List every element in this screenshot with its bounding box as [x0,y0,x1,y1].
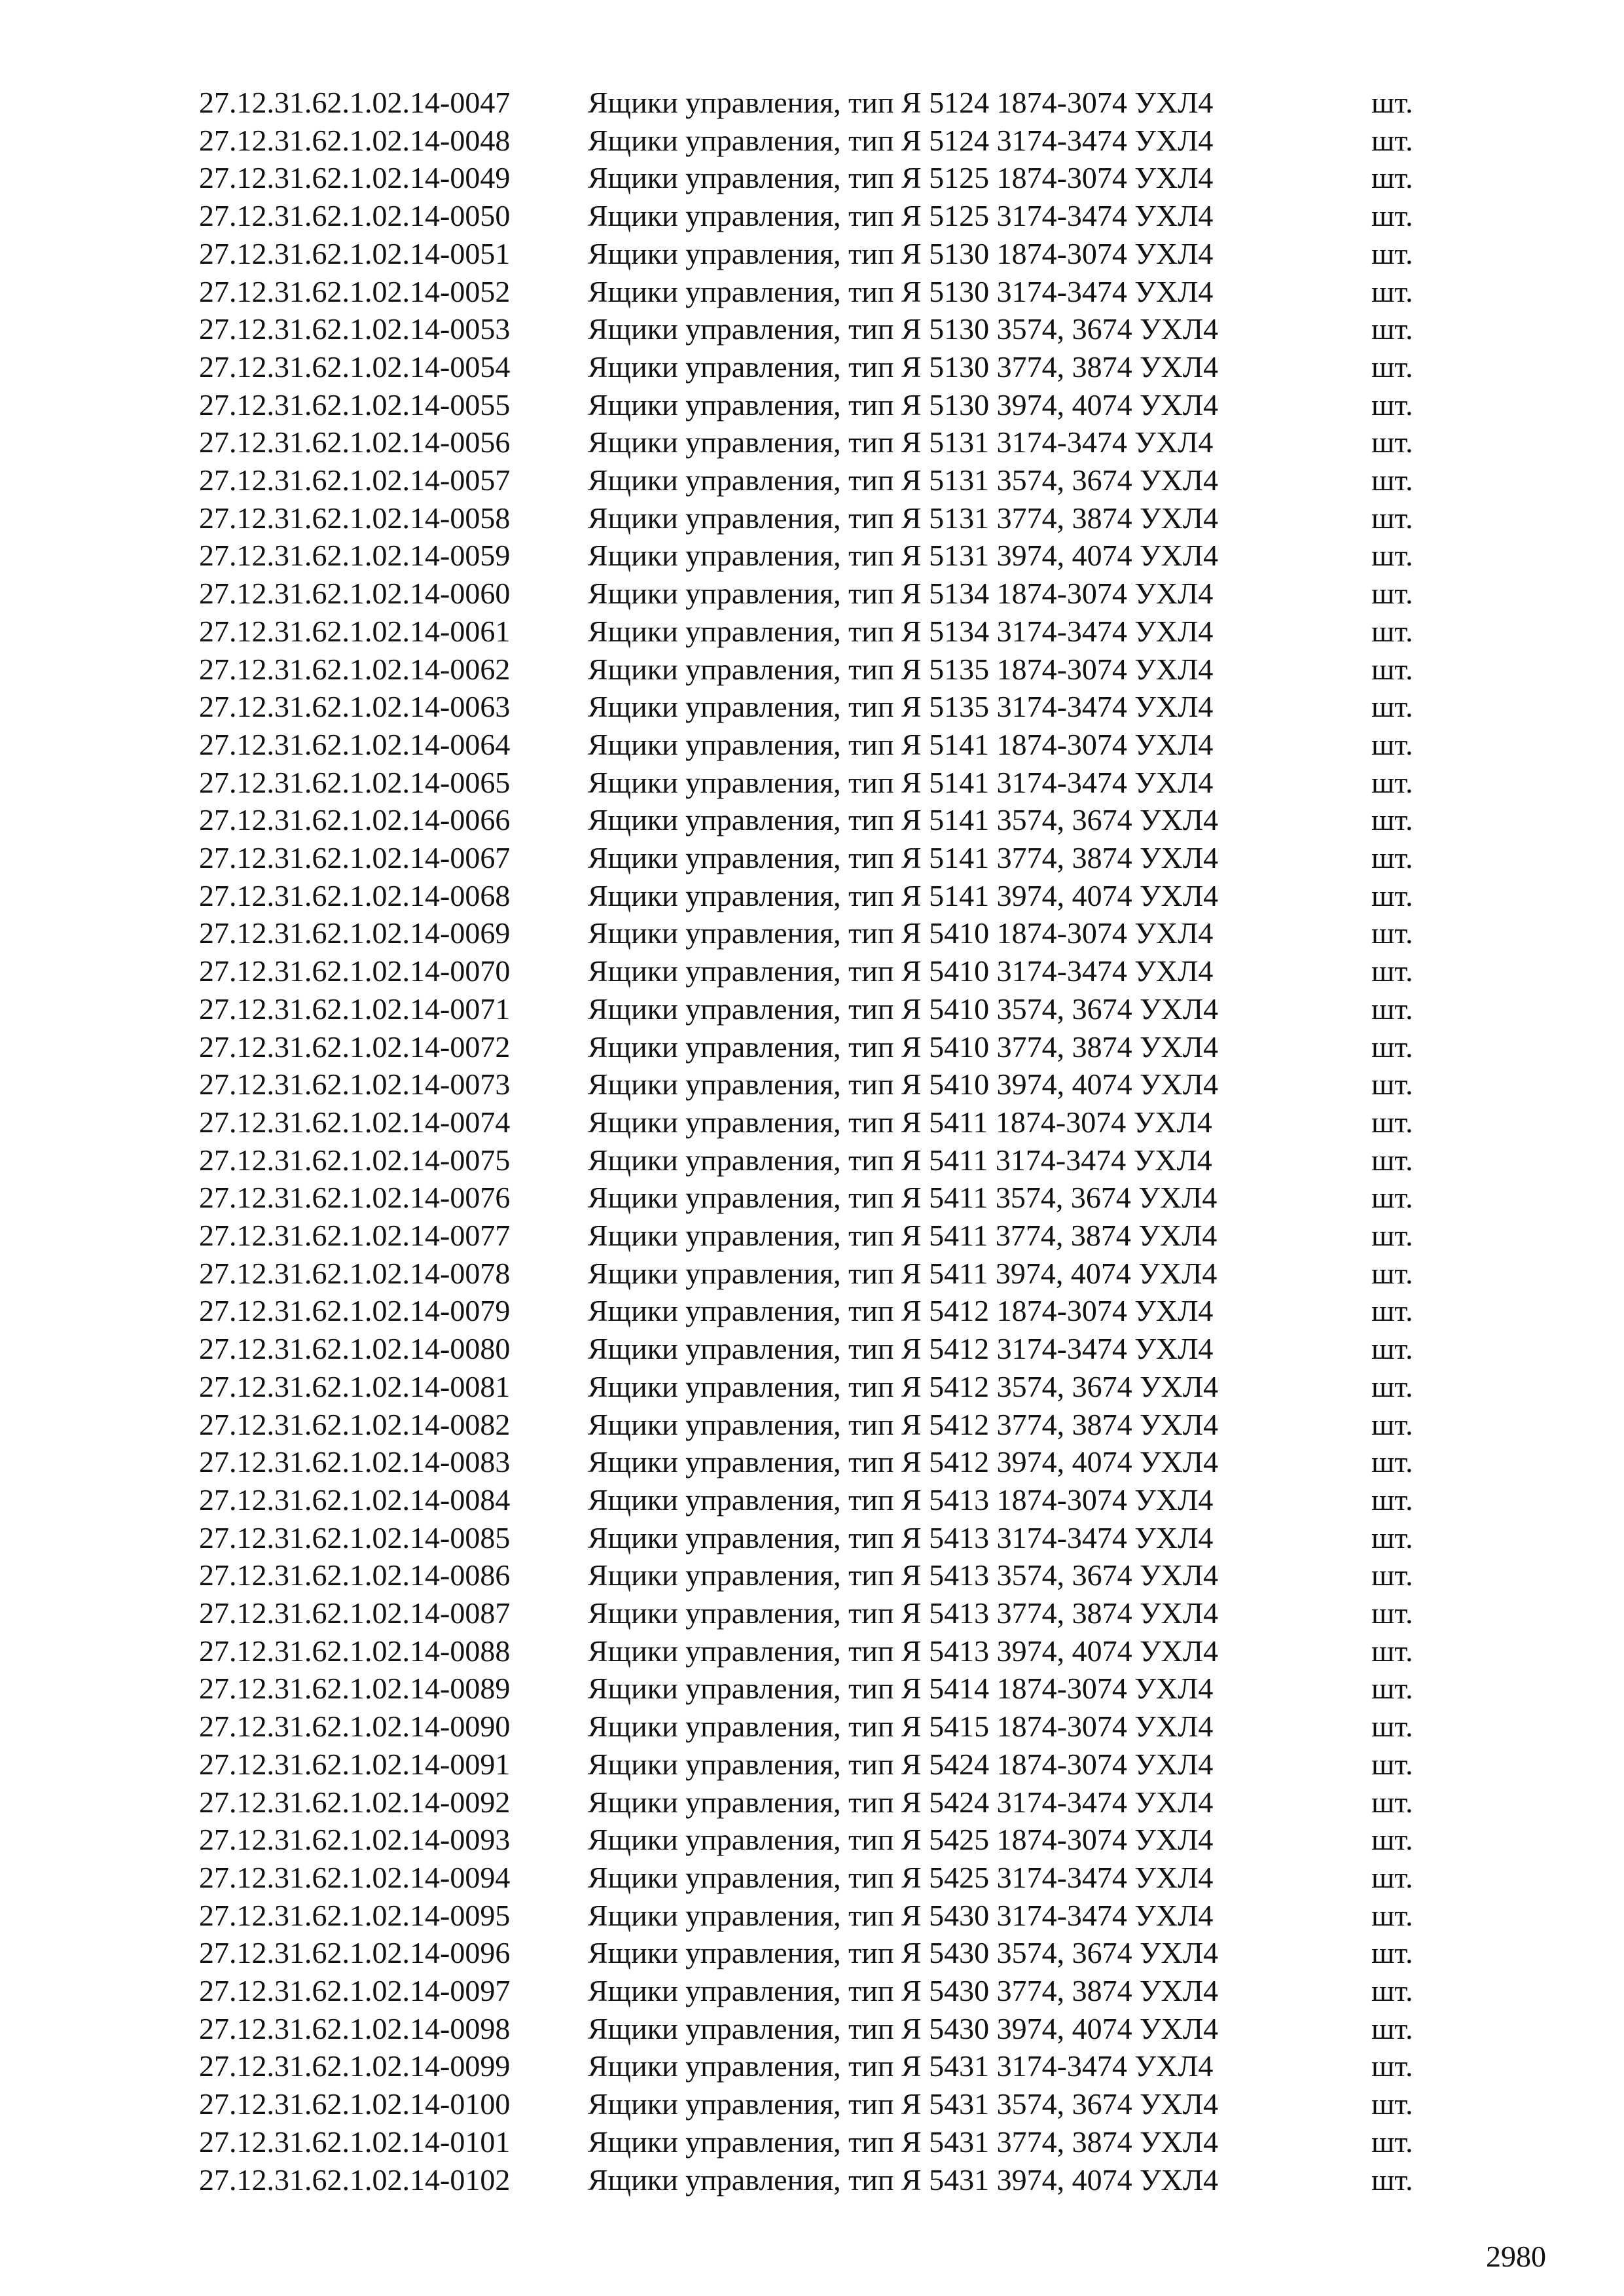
table-row [0,2085,1624,2123]
item-unit: шт. [1371,539,1413,573]
item-unit: шт. [1371,1898,1413,1932]
item-unit: шт. [1371,2011,1413,2045]
item-code: 27.12.31.62.1.02.14-0048 [199,123,511,157]
item-unit: шт. [1371,1634,1413,1668]
item-unit: шт. [1371,765,1413,799]
item-code: 27.12.31.62.1.02.14-0065 [199,765,511,799]
item-name: Ящики управления, тип Я 5412 3974, 4074 УХЛ4 [588,1445,1219,1479]
item-name: Ящики управления, тип Я 5410 3974, 4074 УХЛ4 [588,1067,1219,1102]
table-row [0,310,1624,348]
item-code: 27.12.31.62.1.02.14-0066 [199,803,511,837]
item-unit: шт. [1371,1294,1413,1328]
item-code: 27.12.31.62.1.02.14-0085 [199,1520,511,1554]
item-name: Ящики управления, тип Я 5415 1874-3074 УХЛ4 [588,1710,1214,1744]
table-row [0,801,1624,839]
item-code: 27.12.31.62.1.02.14-0069 [199,916,511,950]
item-unit: шт. [1371,1445,1413,1479]
item-code: 27.12.31.62.1.02.14-0055 [199,387,511,422]
item-name: Ящики управления, тип Я 5134 3174-3474 УХЛ4 [588,614,1214,648]
item-name: Ящики управления, тип Я 5125 3174-3474 УХЛ4 [588,199,1214,233]
item-name: Ящики управления, тип Я 5131 3974, 4074 УХЛ4 [588,539,1219,573]
item-code: 27.12.31.62.1.02.14-0063 [199,690,511,724]
item-code: 27.12.31.62.1.02.14-0083 [199,1445,511,1479]
item-unit: шт. [1371,1596,1413,1630]
item-unit: шт. [1371,803,1413,837]
table-row [0,1821,1624,1859]
item-code: 27.12.31.62.1.02.14-0092 [199,1785,511,1819]
item-code: 27.12.31.62.1.02.14-0088 [199,1634,511,1668]
item-name: Ящики управления, тип Я 5410 3774, 3874 УХЛ4 [588,1030,1219,1064]
item-code: 27.12.31.62.1.02.14-0095 [199,1898,511,1932]
table-row [0,877,1624,915]
item-code: 27.12.31.62.1.02.14-0062 [199,652,511,686]
item-code: 27.12.31.62.1.02.14-0071 [199,992,511,1026]
table-row [0,1141,1624,1179]
item-unit: шт. [1371,2125,1413,2159]
table-row [0,952,1624,990]
table-row [0,1594,1624,1632]
item-code: 27.12.31.62.1.02.14-0077 [199,1219,511,1252]
item-name: Ящики управления, тип Я 5410 3174-3474 УХЛ4 [588,954,1214,988]
item-code: 27.12.31.62.1.02.14-0070 [199,954,511,988]
item-code: 27.12.31.62.1.02.14-0073 [199,1067,511,1102]
item-unit: шт. [1371,1105,1413,1139]
item-code: 27.12.31.62.1.02.14-0074 [199,1105,511,1139]
item-name: Ящики управления, тип Я 5135 3174-3474 УХЛ4 [588,690,1214,724]
table-row [0,1292,1624,1330]
item-name: Ящики управления, тип Я 5130 3174-3474 УХЛ4 [588,274,1214,308]
table-row [0,1519,1624,1557]
item-name: Ящики управления, тип Я 5430 3574, 3674 УХЛ4 [588,1936,1219,1970]
item-name: Ящики управления, тип Я 5410 1874-3074 УХЛ4 [588,916,1214,950]
item-unit: шт. [1371,2087,1413,2121]
item-name: Ящики управления, тип Я 5412 1874-3074 УХЛ4 [588,1294,1214,1328]
item-name: Ящики управления, тип Я 5141 1874-3074 УХЛ4 [588,727,1214,761]
item-name: Ящики управления, тип Я 5141 3774, 3874 УХЛ4 [588,841,1219,874]
table-row [0,990,1624,1028]
item-name: Ящики управления, тип Я 5430 3774, 3874 УХЛ4 [588,1974,1219,2007]
item-unit: шт. [1371,425,1413,459]
table-row [0,613,1624,651]
table-row [0,839,1624,877]
table-row [0,1179,1624,1217]
item-unit: шт. [1371,161,1413,195]
table-row [0,764,1624,802]
item-name: Ящики управления, тип Я 5412 3174-3474 УХЛ4 [588,1332,1214,1366]
table-row [0,1066,1624,1103]
item-code: 27.12.31.62.1.02.14-0090 [199,1710,511,1744]
item-code: 27.12.31.62.1.02.14-0072 [199,1030,511,1064]
table-row [0,423,1624,461]
item-unit: шт. [1371,841,1413,874]
table-row [0,1443,1624,1481]
item-name: Ящики управления, тип Я 5411 3574, 3674 УХЛ4 [588,1181,1218,1215]
table-row [0,1972,1624,2010]
item-name: Ящики управления, тип Я 5431 3974, 4074 УХЛ4 [588,2162,1219,2197]
item-name: Ящики управления, тип Я 5413 3174-3474 УХЛ4 [588,1520,1214,1554]
item-name: Ящики управления, тип Я 5125 1874-3074 УХЛ4 [588,161,1214,195]
item-code: 27.12.31.62.1.02.14-0056 [199,425,511,459]
item-code: 27.12.31.62.1.02.14-0099 [199,2049,511,2083]
item-unit: шт. [1371,1747,1413,1781]
item-unit: шт. [1371,1823,1413,1857]
item-code: 27.12.31.62.1.02.14-0053 [199,312,511,346]
item-unit: шт. [1371,1256,1413,1290]
item-code: 27.12.31.62.1.02.14-0093 [199,1823,511,1857]
item-unit: шт. [1371,1520,1413,1554]
item-name: Ящики управления, тип Я 5141 3174-3474 УХЛ4 [588,765,1214,799]
item-unit: шт. [1371,954,1413,988]
table-row [0,461,1624,499]
item-unit: шт. [1371,878,1413,912]
item-code: 27.12.31.62.1.02.14-0075 [199,1143,511,1177]
table-row [0,2123,1624,2161]
item-unit: шт. [1371,312,1413,346]
item-code: 27.12.31.62.1.02.14-0049 [199,161,511,195]
item-name: Ящики управления, тип Я 5130 3974, 4074 УХЛ4 [588,387,1219,422]
item-unit: шт. [1371,1067,1413,1102]
item-unit: шт. [1371,501,1413,535]
item-code: 27.12.31.62.1.02.14-0047 [199,86,511,119]
table-row [0,1368,1624,1406]
table-row [0,537,1624,575]
item-name: Ящики управления, тип Я 5141 3574, 3674 УХЛ4 [588,803,1219,837]
item-unit: шт. [1371,274,1413,308]
table-row [0,1556,1624,1594]
item-unit: шт. [1371,1558,1413,1592]
table-row [0,1028,1624,1066]
item-name: Ящики управления, тип Я 5130 1874-3074 УХЛ4 [588,236,1214,270]
item-name: Ящики управления, тип Я 5130 3574, 3674 УХЛ4 [588,312,1219,346]
item-code: 27.12.31.62.1.02.14-0061 [199,614,511,648]
item-code: 27.12.31.62.1.02.14-0102 [199,2162,511,2197]
item-code: 27.12.31.62.1.02.14-0089 [199,1672,511,1706]
item-code: 27.12.31.62.1.02.14-0067 [199,841,511,874]
item-name: Ящики управления, тип Я 5431 3574, 3674 УХЛ4 [588,2087,1219,2121]
table-row [0,1330,1624,1368]
item-code: 27.12.31.62.1.02.14-0051 [199,236,511,270]
item-name: Ящики управления, тип Я 5430 3974, 4074 УХЛ4 [588,2011,1219,2045]
item-code: 27.12.31.62.1.02.14-0096 [199,1936,511,1970]
item-code: 27.12.31.62.1.02.14-0054 [199,350,511,384]
item-name: Ящики управления, тип Я 5411 3974, 4074 УХЛ4 [588,1256,1218,1290]
table-row [0,235,1624,273]
item-code: 27.12.31.62.1.02.14-0098 [199,2011,511,2045]
item-unit: шт. [1371,1143,1413,1177]
table-row [0,2047,1624,2085]
item-code: 27.12.31.62.1.02.14-0058 [199,501,511,535]
item-unit: шт. [1371,727,1413,761]
table-row [0,197,1624,235]
item-unit: шт. [1371,86,1413,119]
table-row [0,1632,1624,1670]
item-unit: шт. [1371,463,1413,497]
table-row [0,1746,1624,1784]
item-name: Ящики управления, тип Я 5411 3774, 3874 УХЛ4 [588,1219,1218,1252]
item-name: Ящики управления, тип Я 5413 3774, 3874 УХЛ4 [588,1596,1219,1630]
table-row [0,159,1624,197]
table-row [0,651,1624,689]
item-code: 27.12.31.62.1.02.14-0080 [199,1332,511,1366]
item-name: Ящики управления, тип Я 5431 3774, 3874 УХЛ4 [588,2125,1219,2159]
item-code: 27.12.31.62.1.02.14-0076 [199,1181,511,1215]
item-code: 27.12.31.62.1.02.14-0059 [199,539,511,573]
item-code: 27.12.31.62.1.02.14-0101 [199,2125,511,2159]
item-unit: шт. [1371,577,1413,611]
item-name: Ящики управления, тип Я 5135 1874-3074 УХЛ4 [588,652,1214,686]
table-row [0,84,1624,122]
item-code: 27.12.31.62.1.02.14-0052 [199,274,511,308]
table-row [0,2010,1624,2048]
item-unit: шт. [1371,1974,1413,2007]
item-name: Ящики управления, тип Я 5130 3774, 3874 УХЛ4 [588,350,1219,384]
item-code: 27.12.31.62.1.02.14-0084 [199,1482,511,1516]
item-code: 27.12.31.62.1.02.14-0082 [199,1407,511,1441]
item-name: Ящики управления, тип Я 5412 3774, 3874 УХЛ4 [588,1407,1219,1441]
item-name: Ящики управления, тип Я 5430 3174-3474 УХЛ4 [588,1898,1214,1932]
item-unit: шт. [1371,1936,1413,1970]
item-name: Ящики управления, тип Я 5425 3174-3474 УХЛ4 [588,1860,1214,1894]
item-code: 27.12.31.62.1.02.14-0094 [199,1860,511,1894]
item-name: Ящики управления, тип Я 5124 1874-3074 УХЛ4 [588,86,1214,119]
item-name: Ящики управления, тип Я 5131 3174-3474 УХЛ4 [588,425,1214,459]
item-unit: шт. [1371,1369,1413,1403]
item-code: 27.12.31.62.1.02.14-0078 [199,1256,511,1290]
table-row [0,1897,1624,1935]
table-row [0,1217,1624,1255]
item-unit: шт. [1371,123,1413,157]
table-row [0,1708,1624,1746]
item-unit: шт. [1371,387,1413,422]
item-name: Ящики управления, тип Я 5124 3174-3474 УХЛ4 [588,123,1214,157]
table-row [0,1784,1624,1821]
table-row [0,122,1624,160]
table-row [0,688,1624,726]
item-name: Ящики управления, тип Я 5131 3774, 3874 УХЛ4 [588,501,1219,535]
item-name: Ящики управления, тип Я 5411 3174-3474 УХЛ4 [588,1143,1212,1177]
table-row [0,726,1624,764]
item-unit: шт. [1371,1710,1413,1744]
item-code: 27.12.31.62.1.02.14-0091 [199,1747,511,1781]
item-name: Ящики управления, тип Я 5424 1874-3074 УХЛ4 [588,1747,1214,1781]
item-name: Ящики управления, тип Я 5134 1874-3074 УХЛ4 [588,577,1214,611]
item-name: Ящики управления, тип Я 5410 3574, 3674 УХЛ4 [588,992,1219,1026]
item-unit: шт. [1371,2162,1413,2197]
item-unit: шт. [1371,1030,1413,1064]
item-name: Ящики управления, тип Я 5412 3574, 3674 УХЛ4 [588,1369,1219,1403]
item-unit: шт. [1371,1332,1413,1366]
item-code: 27.12.31.62.1.02.14-0087 [199,1596,511,1630]
item-code: 27.12.31.62.1.02.14-0050 [199,199,511,233]
table-row [0,1859,1624,1897]
table-row [0,386,1624,424]
item-code: 27.12.31.62.1.02.14-0068 [199,878,511,912]
table-row [0,575,1624,613]
table-row [0,348,1624,386]
item-code: 27.12.31.62.1.02.14-0100 [199,2087,511,2121]
item-code: 27.12.31.62.1.02.14-0079 [199,1294,511,1328]
item-name: Ящики управления, тип Я 5131 3574, 3674 УХЛ4 [588,463,1219,497]
item-code: 27.12.31.62.1.02.14-0097 [199,1974,511,2007]
item-name: Ящики управления, тип Я 5413 3574, 3674 УХЛ4 [588,1558,1219,1592]
item-unit: шт. [1371,614,1413,648]
item-unit: шт. [1371,1672,1413,1706]
item-unit: шт. [1371,1181,1413,1215]
table-row [0,273,1624,311]
item-name: Ящики управления, тип Я 5411 1874-3074 УХЛ4 [588,1105,1212,1139]
item-name: Ящики управления, тип Я 5413 1874-3074 УХЛ4 [588,1482,1214,1516]
item-unit: шт. [1371,350,1413,384]
item-name: Ящики управления, тип Я 5431 3174-3474 УХЛ4 [588,2049,1214,2083]
table-row [0,1406,1624,1444]
item-name: Ящики управления, тип Я 5413 3974, 4074 УХЛ4 [588,1634,1219,1668]
table-row [0,914,1624,952]
item-unit: шт. [1371,992,1413,1026]
item-code: 27.12.31.62.1.02.14-0081 [199,1369,511,1403]
item-name: Ящики управления, тип Я 5425 1874-3074 УХЛ4 [588,1823,1214,1857]
item-name: Ящики управления, тип Я 5141 3974, 4074 УХЛ4 [588,878,1219,912]
table-row [0,1481,1624,1519]
table-row [0,1103,1624,1141]
item-unit: шт. [1371,690,1413,724]
table-row [0,1670,1624,1708]
item-code: 27.12.31.62.1.02.14-0060 [199,577,511,611]
item-code: 27.12.31.62.1.02.14-0086 [199,1558,511,1592]
item-unit: шт. [1371,1219,1413,1252]
item-unit: шт. [1371,1407,1413,1441]
item-name: Ящики управления, тип Я 5414 1874-3074 УХЛ4 [588,1672,1214,1706]
table-row [0,2161,1624,2199]
item-unit: шт. [1371,1482,1413,1516]
item-unit: шт. [1371,652,1413,686]
item-unit: шт. [1371,199,1413,233]
item-name: Ящики управления, тип Я 5424 3174-3474 УХЛ4 [588,1785,1214,1819]
item-code: 27.12.31.62.1.02.14-0064 [199,727,511,761]
item-unit: шт. [1371,1860,1413,1894]
item-unit: шт. [1371,236,1413,270]
item-unit: шт. [1371,2049,1413,2083]
table-row [0,499,1624,537]
table-row [0,1934,1624,1972]
item-code: 27.12.31.62.1.02.14-0057 [199,463,511,497]
page-number: 2980 [1486,2240,1546,2273]
item-unit: шт. [1371,916,1413,950]
item-unit: шт. [1371,1785,1413,1819]
table-row [0,1255,1624,1293]
